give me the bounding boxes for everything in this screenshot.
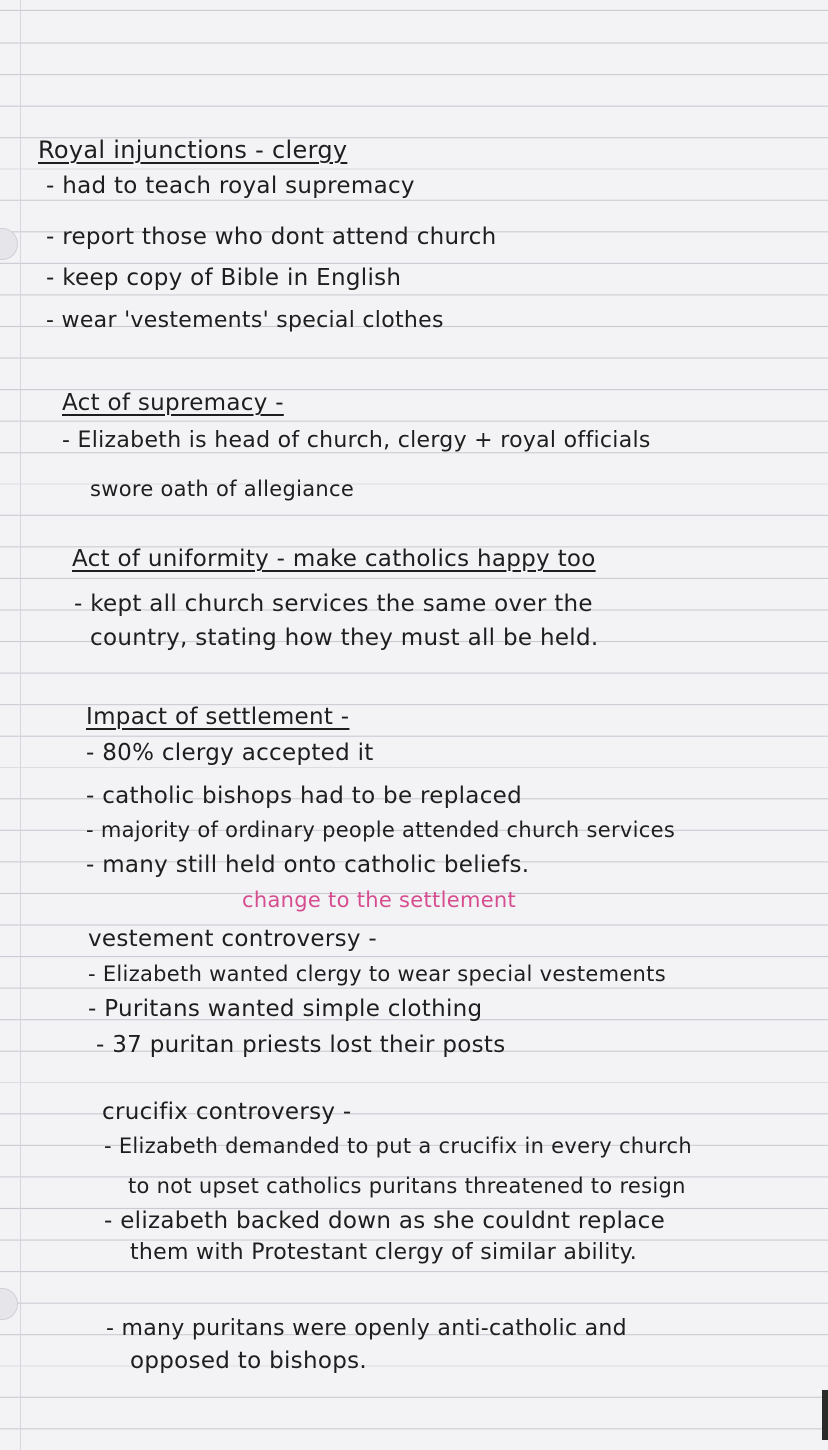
vestement-item: - 37 puritan priests lost their posts bbox=[96, 1032, 506, 1058]
supremacy-heading: Act of supremacy - bbox=[62, 390, 284, 416]
binder-hole bbox=[0, 1288, 18, 1320]
uniformity-heading: Act of uniformity - make catholics happy too bbox=[72, 546, 596, 572]
impact-heading: Impact of settlement - bbox=[86, 704, 350, 730]
puritans-line: - many puritans were openly anti-catholic and bbox=[106, 1316, 627, 1341]
uniformity-line: - kept all church services the same over the bbox=[74, 591, 593, 617]
uniformity-line: country, stating how they must all be held. bbox=[90, 625, 599, 651]
margin-line bbox=[20, 0, 21, 1450]
supremacy-line: swore oath of allegiance bbox=[90, 477, 355, 501]
royal-item: - wear 'vestements' special clothes bbox=[46, 308, 444, 333]
page-edge bbox=[822, 1390, 828, 1440]
vestement-item: - Puritans wanted simple clothing bbox=[88, 996, 483, 1022]
royal-item: - had to teach royal supremacy bbox=[46, 173, 415, 199]
royal-heading: Royal injunctions - clergy bbox=[38, 136, 348, 164]
crucifix-line: - Elizabeth demanded to put a crucifix in every church bbox=[104, 1134, 692, 1158]
royal-item: - report those who dont attend church bbox=[46, 224, 497, 250]
crucifix-line: - elizabeth backed down as she couldnt replace bbox=[104, 1208, 666, 1234]
puritans-line: opposed to bishops. bbox=[130, 1348, 368, 1374]
supremacy-line: - Elizabeth is head of church, clergy + royal officials bbox=[62, 428, 651, 453]
crucifix-line: to not upset catholics puritans threatened to resign bbox=[128, 1174, 686, 1198]
binder-hole bbox=[0, 228, 18, 260]
impact-item: - many still held onto catholic beliefs. bbox=[86, 852, 530, 878]
impact-item: - 80% clergy accepted it bbox=[86, 740, 374, 766]
crucifix-heading: crucifix controversy - bbox=[102, 1099, 352, 1125]
impact-item: - majority of ordinary people attended church services bbox=[86, 818, 676, 842]
vestement-heading: vestement controversy - bbox=[88, 926, 378, 952]
impact-item: - catholic bishops had to be replaced bbox=[86, 783, 522, 809]
vestement-item: - Elizabeth wanted clergy to wear special vestements bbox=[88, 962, 666, 986]
royal-item: - keep copy of Bible in English bbox=[46, 265, 402, 291]
crucifix-line: them with Protestant clergy of similar ability. bbox=[130, 1240, 638, 1265]
change-heading: change to the settlement bbox=[242, 888, 517, 912]
